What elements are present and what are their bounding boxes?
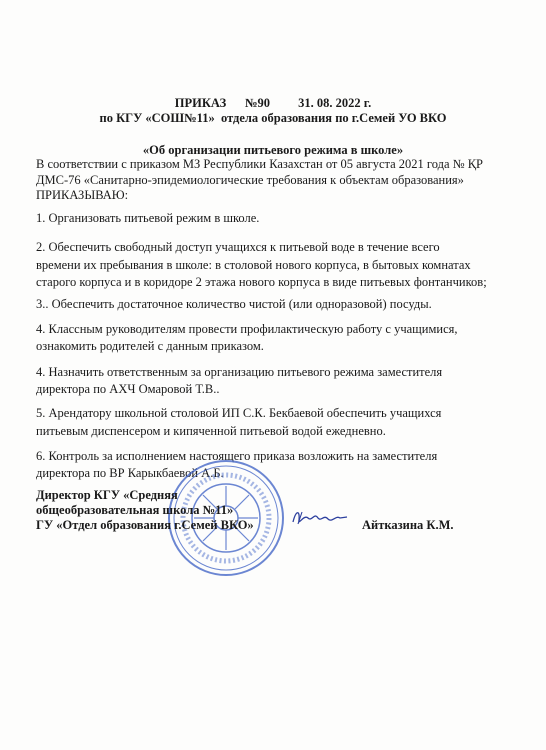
order-heading: ПРИКАЗ №90 31. 08. 2022 г. (174, 96, 372, 110)
intro-command: ПРИКАЗЫВАЮ: (36, 188, 129, 202)
order-item: 4. Назначить ответственным за организацию питьевого режима заместителя (36, 365, 443, 379)
order-organization: по КГУ «СОШ№11» отдела образования по г.Семей УО ВКО (99, 111, 447, 125)
order-item: 6. Контроль за исполнением настоящего приказа возложить на заместителя (36, 449, 438, 463)
order-item: 3.. Обеспечить достаточное количество чистой (или одноразовой) посуды. (36, 297, 432, 311)
director-name: Айтказина К.М. (362, 518, 454, 532)
order-item-line: питьевым диспенсером и кипяченной питьевой водой ежедневно. (36, 424, 386, 438)
order-item: 2. Обеспечить свободный доступ учащихся к питьевой воде в течение всего (36, 240, 440, 254)
handwritten-signature-icon (290, 506, 350, 528)
order-item: 4. Классным руководителям провести профилактическую работу с учащимися, (36, 322, 458, 336)
signature-school: общеобразовательная школа №11» (36, 503, 234, 517)
order-item: 1. Организовать питьевой режим в школе. (36, 211, 260, 225)
order-item: 5. Арендатору школьной столовой ИП С.К. Бекбаевой обеспечить учащихся (36, 406, 442, 420)
signature-position: Директор КГУ «Средняя (36, 488, 178, 502)
intro-line: В соответствии с приказом МЗ Республики Казахстан от 05 августа 2021 года № ҚР (36, 157, 483, 171)
order-title: «Об организации питьевого режима в школе» (142, 143, 404, 157)
intro-line: ДМС-76 «Санитарно-эпидемиологические требования к объектам образования» (36, 173, 464, 187)
order-item-line: времени их пребывания в школе: в столовой нового корпуса, в бытовых комнатах (36, 258, 471, 272)
signature-department: ГУ «Отдел образования г.Семей ВКО» (36, 518, 254, 532)
order-item-line: старого корпуса и в коридоре 2 этажа нового корпуса в виде питьевых фонтанчиков; (36, 275, 487, 289)
order-item-line: ознакомить родителей с данным приказом. (36, 339, 264, 353)
order-item-line: директора по АХЧ Омаровой Т.В.. (36, 382, 220, 396)
order-item-line: директора по ВР Карыкбаевой А.Б. (36, 466, 224, 480)
